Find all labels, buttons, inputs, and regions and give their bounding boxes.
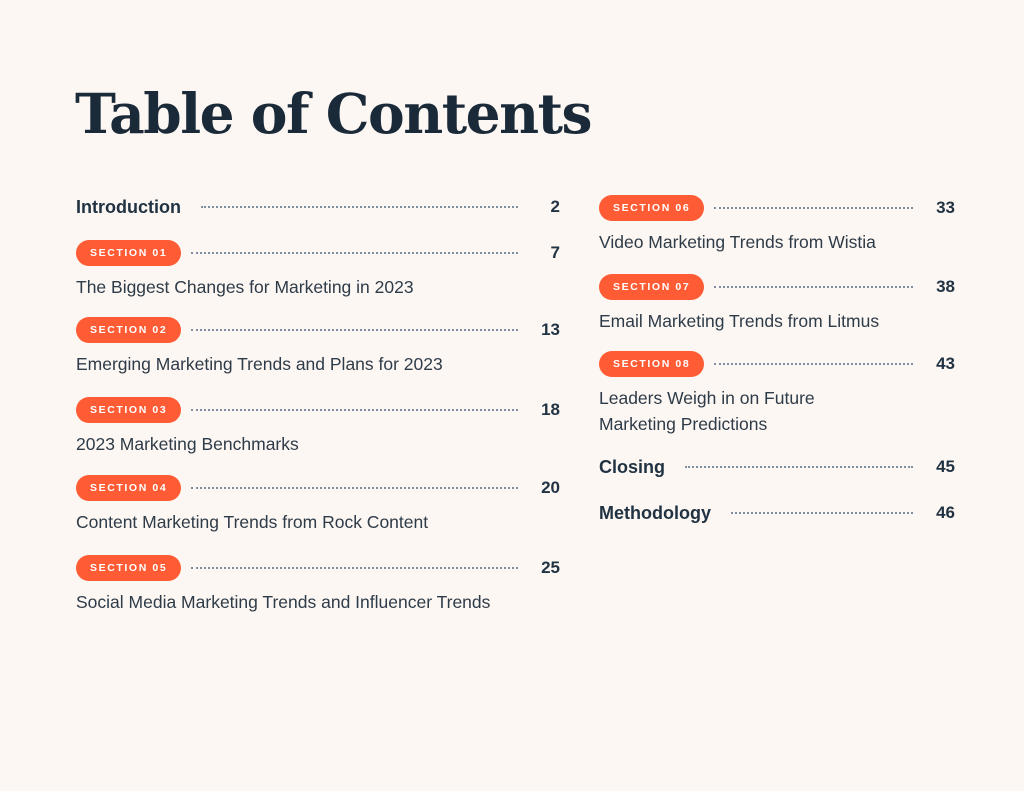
dotted-leader <box>191 329 518 331</box>
page-number: 45 <box>936 457 955 476</box>
section-title: Emerging Marketing Trends and Plans for 2023 <box>76 354 443 374</box>
page-title: Table of Contents <box>75 81 591 146</box>
dotted-leader <box>191 252 518 254</box>
toc-entry-section-08[interactable] <box>599 349 955 437</box>
page-number: 13 <box>541 320 560 339</box>
section-badge: SECTION 02 <box>76 317 181 343</box>
page-number: 33 <box>936 198 955 217</box>
section-title: Video Marketing Trends from Wistia <box>599 232 876 252</box>
page-number: 38 <box>936 277 955 296</box>
section-badge: SECTION 01 <box>76 240 181 266</box>
dotted-leader <box>201 206 518 208</box>
dotted-leader <box>191 487 518 489</box>
toc-entry-section-03[interactable] <box>76 395 560 457</box>
toc-entry-section-02[interactable] <box>76 315 560 377</box>
toc-heading-label: Methodology <box>599 502 711 523</box>
dotted-leader <box>714 363 913 365</box>
dotted-leader <box>714 207 913 209</box>
dotted-leader <box>191 409 518 411</box>
section-title: Social Media Marketing Trends and Influencer Trends <box>76 592 491 612</box>
section-title: Content Marketing Trends from Rock Content <box>76 512 429 532</box>
page-number: 25 <box>541 558 560 577</box>
toc-entry-section-05[interactable] <box>76 553 560 615</box>
toc-entry-section-07[interactable] <box>599 272 955 334</box>
toc-entry-section-04[interactable] <box>76 473 560 535</box>
dotted-leader <box>191 567 518 569</box>
section-badge: SECTION 03 <box>76 397 181 423</box>
section-badge: SECTION 08 <box>599 351 704 377</box>
section-title: Email Marketing Trends from Litmus <box>599 311 880 331</box>
section-badge: SECTION 06 <box>599 195 704 221</box>
toc-heading-label: Introduction <box>76 196 181 217</box>
section-title <box>599 385 955 437</box>
page-number: 7 <box>550 243 560 262</box>
toc-entry-methodology[interactable] <box>599 498 955 528</box>
toc-entry-section-01[interactable] <box>76 238 560 300</box>
dotted-leader <box>685 466 913 468</box>
page-number: 18 <box>541 400 560 419</box>
page-number: 2 <box>550 197 560 216</box>
page-number: 43 <box>936 354 955 373</box>
page-number: 20 <box>541 478 560 497</box>
section-title: The Biggest Changes for Marketing in 2023 <box>76 277 414 297</box>
section-badge: SECTION 05 <box>76 555 181 581</box>
section-badge: SECTION 07 <box>599 274 704 300</box>
dotted-leader <box>731 512 913 514</box>
toc-heading-label: Closing <box>599 456 665 477</box>
toc-entry-introduction[interactable] <box>76 192 560 222</box>
page-number: 46 <box>936 503 955 522</box>
toc-entry-section-06[interactable] <box>599 193 955 255</box>
section-title-line: Leaders Weigh in on Future <box>599 388 815 408</box>
section-title-line: Marketing Predictions <box>599 414 768 434</box>
section-title: 2023 Marketing Benchmarks <box>76 434 299 454</box>
toc-entry-closing[interactable] <box>599 452 955 482</box>
section-badge: SECTION 04 <box>76 475 181 501</box>
dotted-leader <box>714 286 913 288</box>
